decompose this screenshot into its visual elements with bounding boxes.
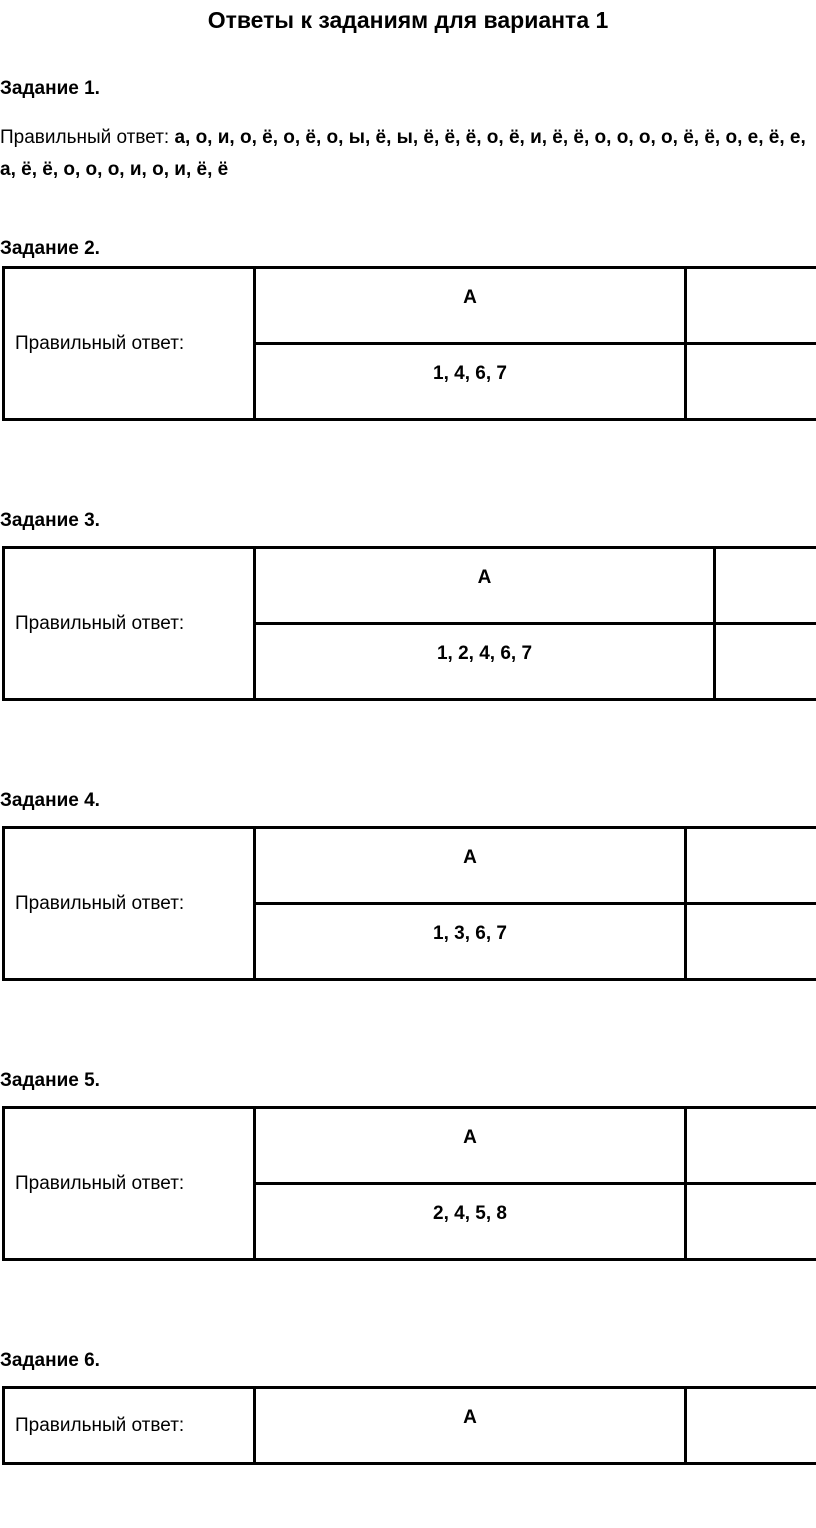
task-5-answer-value: 2, 4, 5, 8 [255,1184,686,1260]
task-5-answer-table [2,1106,816,1261]
task-3-answer-table [2,546,816,701]
task-4-label: Правильный ответ: [4,828,255,980]
task-3-cell-empty [715,624,816,700]
task-4-column-header: А [255,828,686,904]
task-3-label: Правильный ответ: [4,548,255,700]
task-5-cell-empty [686,1108,816,1184]
task-5-column-header: А [255,1108,686,1184]
task-2-answer-table [2,266,816,421]
task-5-label: Правильный ответ: [4,1108,255,1260]
task-2-heading: Задание 2. [0,238,100,259]
page-title: Ответы к заданиям для варианта 1 [207,7,609,33]
task-3-answer-value: 1, 2, 4, 6, 7 [255,624,715,700]
task-4-cell-empty [686,828,816,904]
task-4-heading: Задание 4. [0,790,100,811]
task-2-answer-value: 1, 4, 6, 7 [255,344,686,420]
task-1-heading: Задание 1. [0,78,100,99]
task-2-cell-empty [686,344,816,420]
task-1-answer-paragraph [0,122,812,186]
task-3-cell-empty [715,548,816,624]
task-4-answer-value: 1, 3, 6, 7 [255,904,686,980]
task-4-cell-empty [686,904,816,980]
task-2-label: Правильный ответ: [4,268,255,420]
task-2-column-header: А [255,268,686,344]
task-6-cell-empty [686,1388,816,1464]
task-3-heading: Задание 3. [0,510,100,531]
task-1-answer-label: Правильный ответ: [0,127,175,148]
task-5-heading: Задание 5. [0,1070,100,1091]
task-6-column-header: А [255,1388,686,1464]
task-3-column-header: А [255,548,715,624]
task-2-cell-empty [686,268,816,344]
task-6-answer-table [2,1386,816,1465]
task-5-cell-empty [686,1184,816,1260]
task-1-answer-value: а, о, и, о, ё, о, ё, о, ы, ё, ы, ё, ё, ё, о, ё, и, ё, ё, о, о, о, о, ё, ё, о, е, ё, е, а, ё, ё, о, о, о, и, о, и, ё, ё [0,127,806,180]
task-6-label: Правильный ответ: [4,1388,255,1464]
task-6-heading: Задание 6. [0,1350,100,1371]
task-4-answer-table [2,826,816,981]
